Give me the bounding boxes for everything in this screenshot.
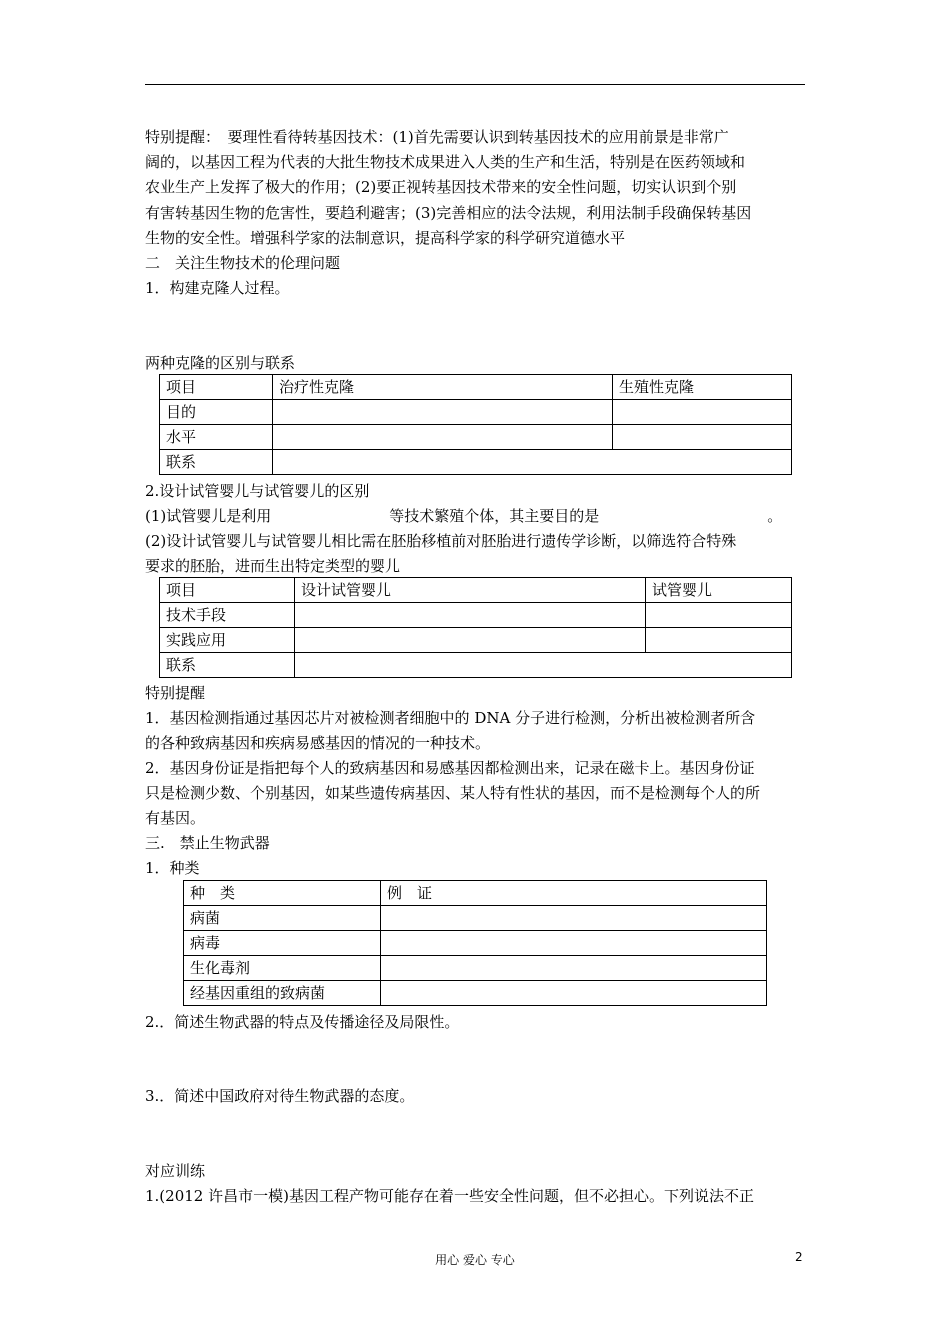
table-header-cell: 项目 <box>160 375 273 400</box>
table-cell <box>273 400 613 425</box>
training-title: 对应训练 <box>145 1162 206 1180</box>
table-header-cell: 试管婴儿 <box>646 578 792 603</box>
table-cell <box>273 450 792 475</box>
notice-line-2: 阔的，以基因工程为代表的大批生物技术成果进入人类的生产和生活，特别是在医药领域和 <box>145 153 746 171</box>
fill-blank-text-c: 。 <box>767 507 783 525</box>
table-cell <box>381 981 767 1006</box>
table-row-label: 水平 <box>160 425 273 450</box>
table-header-cell: 项目 <box>160 578 295 603</box>
table-cell <box>381 931 767 956</box>
table-row <box>160 450 792 475</box>
table-header-cell: 例 证 <box>381 881 767 906</box>
table-row <box>184 881 767 906</box>
table-cell <box>613 400 792 425</box>
section-2-item-2-line-2: (2)设计试管婴儿与试管婴儿相比需在胚胎移植前对胚胎进行遗传学诊断，以筛选符合特殊 <box>145 532 737 550</box>
table-header-cell: 生殖性克隆 <box>613 375 792 400</box>
table-row-label: 病毒 <box>184 931 381 956</box>
table-row-label: 目的 <box>160 400 273 425</box>
notice-2-p2-line-3: 有基因。 <box>145 809 206 827</box>
table-row <box>184 906 767 931</box>
table-cell <box>613 425 792 450</box>
table-row-label: 病菌 <box>184 906 381 931</box>
training-question-1: 1.(2012 许昌市一模)基因工程产物可能存在着一些安全性问题，但不必担心。下列说法不正 <box>145 1187 754 1205</box>
table-cell <box>295 628 646 653</box>
table-row <box>184 956 767 981</box>
table-row <box>160 578 792 603</box>
section-2-heading: 二 关注生物技术的伦理问题 <box>145 254 341 272</box>
table-row-label: 实践应用 <box>160 628 295 653</box>
section-3-item-3: 3.．简述中国政府对待生物武器的态度。 <box>145 1087 415 1105</box>
table-cell <box>295 603 646 628</box>
table-cell <box>295 653 792 678</box>
notice-line-4: 有害转基因生物的危害性，要趋利避害；(3)完善相应的法令法规，利用法制手段确保转基因 <box>145 204 752 222</box>
table-row <box>160 375 792 400</box>
table-row <box>160 425 792 450</box>
table-row <box>160 400 792 425</box>
table-row-label: 生化毒剂 <box>184 956 381 981</box>
table-cell <box>381 906 767 931</box>
table-row <box>160 603 792 628</box>
table-cell <box>381 956 767 981</box>
section-3-item-1: 1．种类 <box>145 859 200 877</box>
table-cell <box>646 603 792 628</box>
section-2-item-1: 1．构建克隆人过程。 <box>145 279 290 297</box>
fill-blank-text-b: 等技术繁殖个体，其主要目的是 <box>389 507 600 525</box>
table-1-caption: 两种克隆的区别与联系 <box>145 354 296 372</box>
table-header-cell: 设计试管婴儿 <box>295 578 646 603</box>
section-3-item-2: 2.．简述生物武器的特点及传播途径及局限性。 <box>145 1013 460 1031</box>
table-row <box>184 931 767 956</box>
clone-comparison-table <box>159 374 792 475</box>
notice-2-p1-line-2: 的各种致病基因和疾病易感基因的情况的一种技术。 <box>145 734 491 752</box>
table-row <box>184 981 767 1006</box>
table-header-cell: 种 类 <box>184 881 381 906</box>
notice-2-title: 特别提醒 <box>145 684 206 702</box>
page-footer: 用心 爱心 专心 <box>435 1253 515 1267</box>
fill-blank-text-a: (1)试管婴儿是利用 <box>145 507 272 525</box>
table-row-label: 联系 <box>160 450 273 475</box>
table-row-label: 经基因重组的致病菌 <box>184 981 381 1006</box>
ivf-comparison-table <box>159 577 792 678</box>
table-row <box>160 653 792 678</box>
table-row <box>160 628 792 653</box>
section-2-item-2-line-3: 要求的胚胎，进而生出特定类型的婴儿 <box>145 557 401 575</box>
notice-2-p1-line-1: 1．基因检测指通过基因芯片对被检测者细胞中的 DNA 分子进行检测，分析出被检测者所含 <box>145 709 756 727</box>
section-2-item-2-line-1 <box>145 506 782 526</box>
bioweapon-types-table <box>183 880 767 1006</box>
notice-2-p2-line-2: 只是检测少数、个别基因，如某些遗传病基因、某人特有性状的基因，而不是检测每个人的所 <box>145 784 761 802</box>
table-row-label: 技术手段 <box>160 603 295 628</box>
notice-line-3: 农业生产上发挥了极大的作用；(2)要正视转基因技术带来的安全性问题，切实认识到个别 <box>145 178 737 196</box>
table-header-cell: 治疗性克隆 <box>273 375 613 400</box>
notice-line-5: 生物的安全性。增强科学家的法制意识，提高科学家的科学研究道德水平 <box>145 229 626 247</box>
section-3-heading: 三. 禁止生物武器 <box>145 834 270 852</box>
section-2-item-2: 2.设计试管婴儿与试管婴儿的区别 <box>145 482 370 500</box>
notice-line-1: 特别提醒： 要理性看待转基因技术：(1)首先需要认识到转基因技术的应用前景是非常广 <box>145 128 729 146</box>
header-rule <box>145 84 805 85</box>
table-row-label: 联系 <box>160 653 295 678</box>
table-cell <box>646 628 792 653</box>
page-number: 2 <box>795 1250 803 1264</box>
table-cell <box>273 425 613 450</box>
notice-2-p2-line-1: 2．基因身份证是指把每个人的致病基因和易感基因都检测出来，记录在磁卡上。基因身份证 <box>145 759 755 777</box>
